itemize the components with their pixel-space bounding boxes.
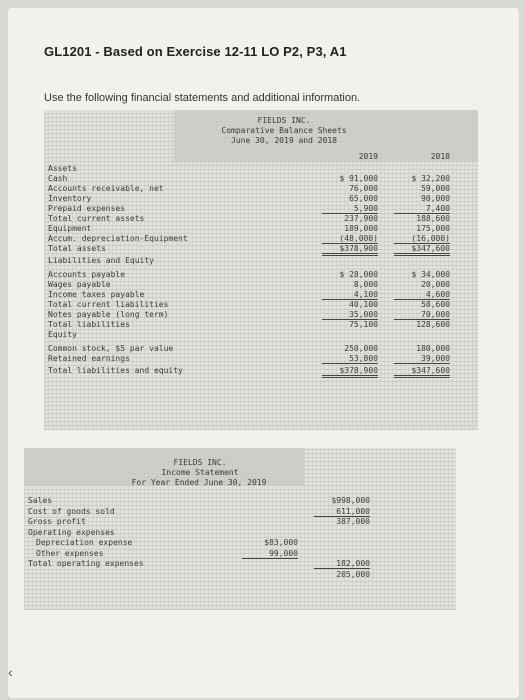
- is-row-label: Total operating expenses: [28, 559, 144, 568]
- bs-row-label: Equipment: [48, 224, 92, 233]
- is-company: FIELDS INC.: [173, 458, 227, 467]
- bs-row-label: Inventory: [48, 194, 92, 203]
- instructions-text: Use the following financial statements and additional information.: [44, 92, 361, 104]
- chevron-left-icon[interactable]: ‹: [8, 664, 13, 680]
- bs-row-label: Notes payable (long term): [48, 310, 169, 319]
- bs-cell-2018: 59,000: [421, 184, 450, 193]
- bs-cell-2018: $ 34,000: [411, 270, 450, 279]
- bs-cell-2019: 40,100: [349, 300, 378, 309]
- bs-row-label: Assets: [48, 164, 77, 173]
- bs-cell-2019: 35,000: [322, 310, 378, 320]
- bs-cell-2019: $378,900: [322, 244, 378, 256]
- bs-cell-2018: $347,600: [394, 366, 450, 378]
- bs-row-label: Income taxes payable: [48, 290, 145, 299]
- bs-cell-2019: 65,000: [349, 194, 378, 203]
- bs-row-label: Common stock, $5 par value: [48, 344, 174, 353]
- bs-cell-2019: $378,900: [322, 366, 378, 378]
- is-cell-outer: 182,000: [314, 559, 370, 569]
- bs-row-label: Total liabilities and equity: [48, 366, 183, 375]
- bs-cell-2018: 58,600: [421, 300, 450, 309]
- bs-cell-2018: (16,000): [394, 234, 450, 244]
- bs-row-label: Total assets: [48, 244, 106, 253]
- is-cell-outer: 387,000: [336, 517, 370, 526]
- bs-cell-2018: $347,600: [394, 244, 450, 256]
- is-cell-outer: 611,000: [314, 507, 370, 517]
- bs-row-label: Retained earnings: [48, 354, 130, 363]
- is-period: For Year Ended June 30, 2019: [131, 478, 267, 487]
- bs-col-2018: 2018: [430, 152, 450, 161]
- bs-row-label: Liabilities and Equity: [48, 256, 154, 265]
- bs-cell-2018: 4,600: [394, 290, 450, 300]
- bs-row-label: Total current assets: [48, 214, 145, 223]
- bs-row-label: Accounts payable: [48, 270, 126, 279]
- is-cell-inner: $83,000: [264, 538, 298, 547]
- bs-cell-2018: 128,600: [416, 320, 450, 329]
- bs-row-label: Cash: [48, 174, 68, 183]
- bs-cell-2018: 175,000: [416, 224, 450, 233]
- bs-cell-2019: $ 28,000: [339, 270, 378, 279]
- bs-date: June 30, 2019 and 2018: [231, 136, 337, 145]
- bs-cell-2019: 8,000: [353, 280, 378, 289]
- bs-cell-2018: 20,000: [421, 280, 450, 289]
- bs-row-label: Equity: [48, 330, 77, 339]
- bs-company: FIELDS INC.: [257, 116, 311, 125]
- is-title: Income Statement: [161, 468, 239, 477]
- bs-cell-2019: 237,900: [344, 214, 378, 223]
- is-row-label: Other expenses: [36, 548, 104, 558]
- bs-cell-2019: (48,000): [322, 234, 378, 244]
- bs-cell-2019: $ 91,000: [339, 174, 378, 183]
- is-row-label: Depreciation expense: [36, 538, 133, 547]
- is-cell-inner: 99,000: [242, 549, 298, 559]
- bs-cell-2019: 4,100: [322, 290, 378, 300]
- balance-sheet-image: [44, 110, 478, 430]
- bs-cell-2018: 7,400: [394, 204, 450, 214]
- bs-row-label: Total current liabilities: [48, 300, 169, 309]
- is-row-label: Gross profit: [28, 517, 86, 526]
- bs-title: Comparative Balance Sheets: [221, 126, 347, 135]
- bs-row-label: Prepaid expenses: [48, 204, 126, 213]
- bs-cell-2018: $ 32,200: [411, 174, 450, 183]
- bs-cell-2018: 180,000: [416, 344, 450, 353]
- bs-col-2019: 2019: [358, 152, 378, 161]
- bs-cell-2018: 39,000: [394, 354, 450, 364]
- bs-cell-2019: 189,000: [344, 224, 378, 233]
- bs-cell-2019: 5,900: [322, 204, 378, 214]
- bs-row-label: Wages payable: [48, 280, 111, 289]
- bs-row-label: Accounts receivable, net: [48, 184, 164, 193]
- bs-cell-2018: 70,000: [394, 310, 450, 320]
- bs-cell-2019: 53,800: [322, 354, 378, 364]
- is-cell-outer: 205,000: [336, 569, 370, 579]
- page-title: GL1201 - Based on Exercise 12-11 LO P2, P3, A1: [44, 44, 347, 59]
- bs-cell-2019: 75,100: [349, 320, 378, 329]
- bs-cell-2019: 76,000: [349, 184, 378, 193]
- income-statement-image: [24, 448, 456, 610]
- is-row-label: Cost of goods sold: [28, 506, 115, 516]
- bs-cell-2019: 250,000: [344, 344, 378, 353]
- is-row-label: Sales: [28, 496, 53, 505]
- bs-row-label: Total liabilities: [48, 320, 130, 329]
- is-row-label: Operating expenses: [28, 527, 115, 537]
- is-cell-outer: $998,000: [331, 496, 370, 505]
- bs-cell-2018: 188,600: [416, 214, 450, 223]
- bs-row-label: Accum. depreciation-Equipment: [48, 234, 188, 243]
- bs-cell-2018: 90,000: [421, 194, 450, 203]
